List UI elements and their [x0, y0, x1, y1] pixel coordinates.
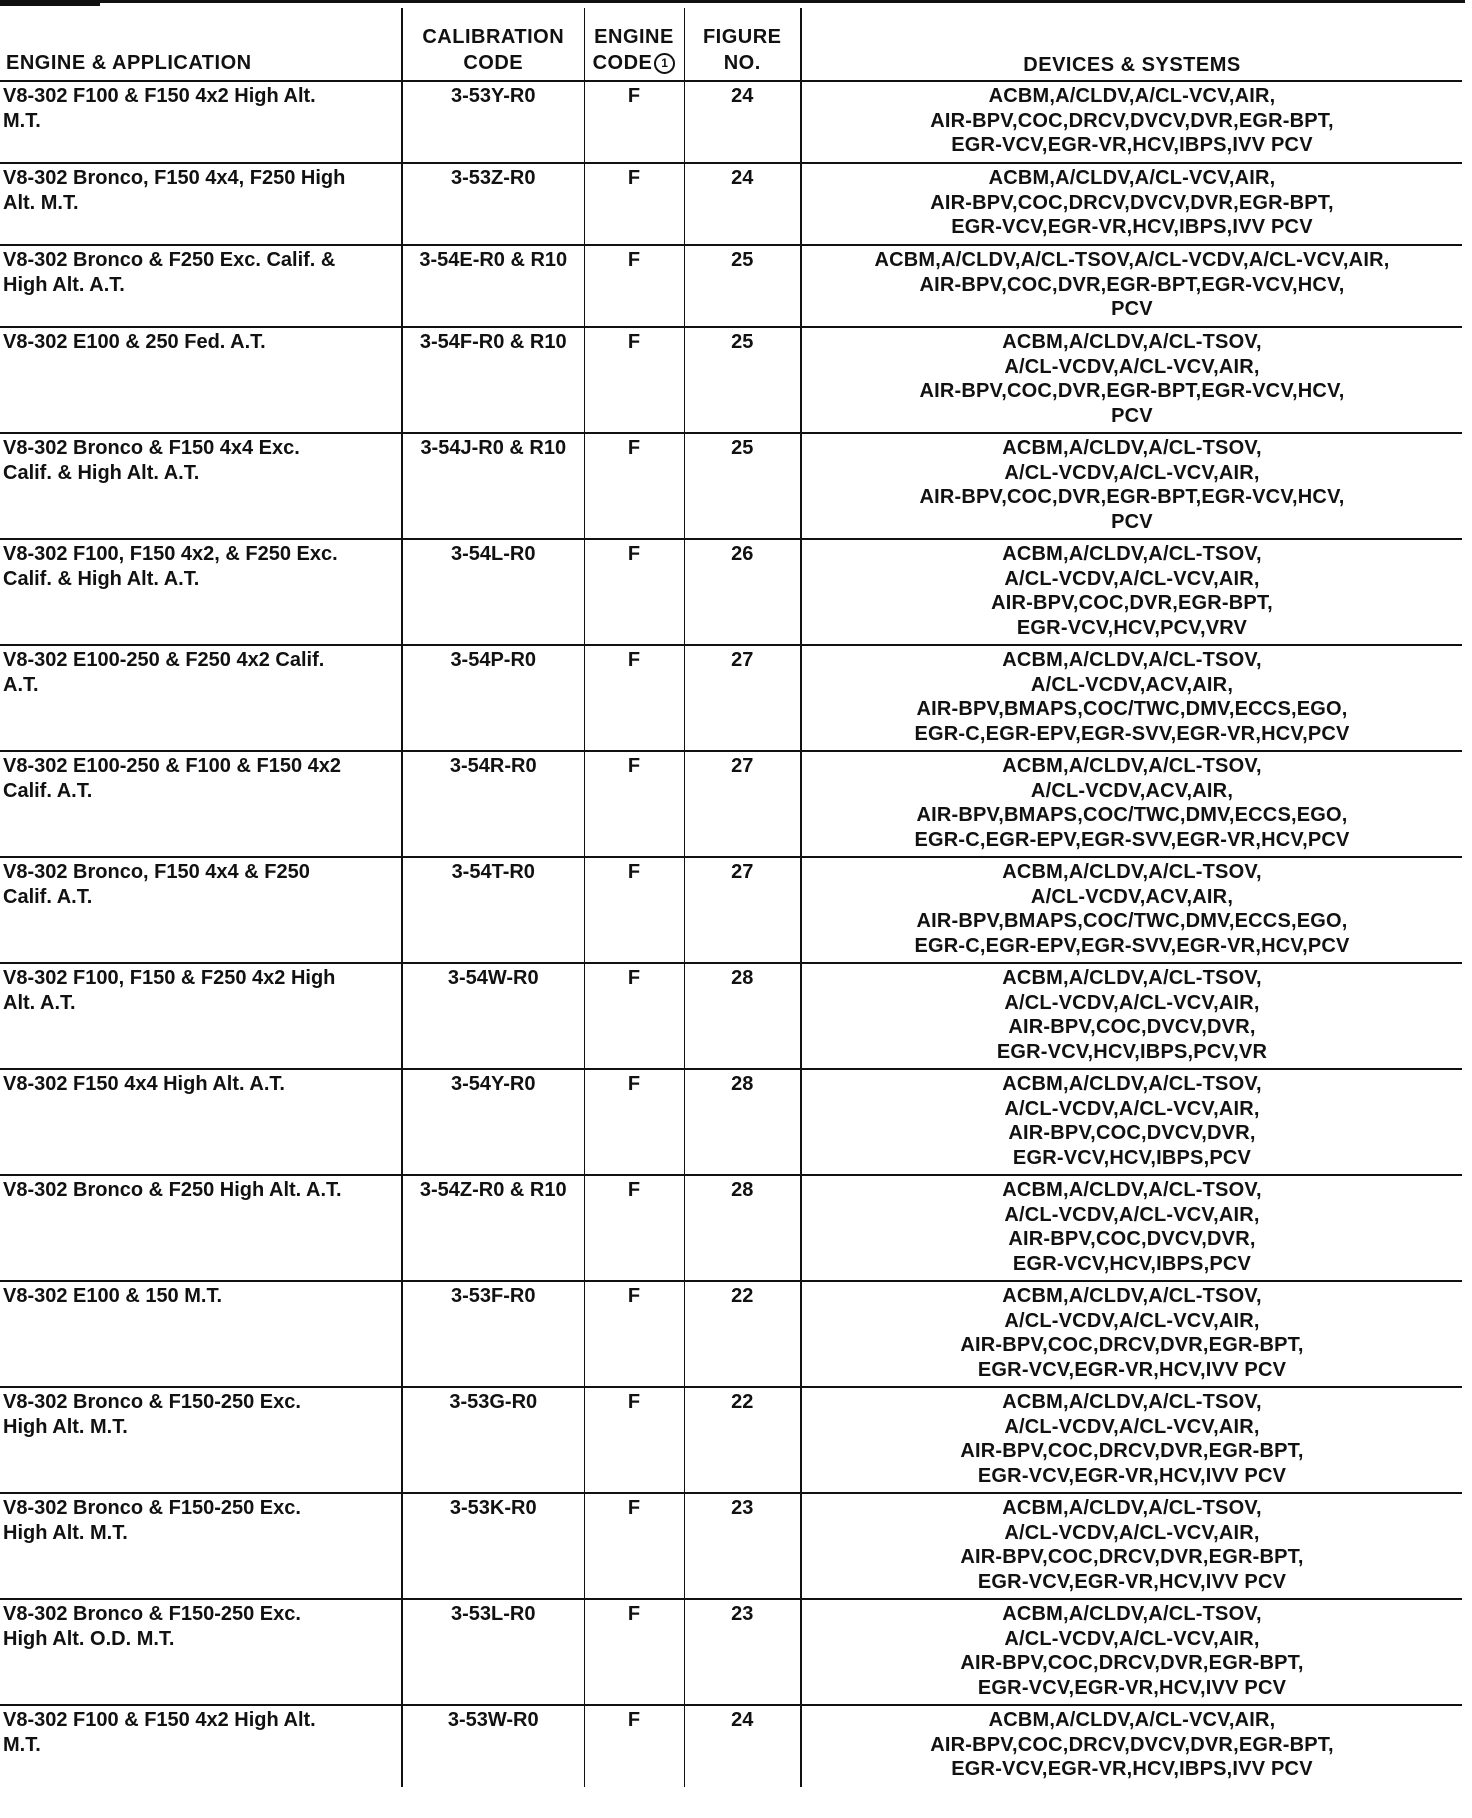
devices-systems-line: A/CL-VCDV,A/CL-VCV,AIR,	[1004, 355, 1260, 378]
table-row	[0, 1493, 1462, 1599]
engine-application-line: Alt. A.T.	[3, 991, 76, 1014]
calibration-code-cell: 3-53F-R0	[402, 1281, 584, 1387]
engine-application-cell	[0, 81, 402, 163]
engine-application-cell	[0, 1175, 402, 1281]
engine-code-cell: F	[584, 751, 684, 857]
devices-systems-cell	[801, 1387, 1462, 1493]
header-figure-line2: NO.	[723, 52, 761, 74]
engine-application-line: V8-302 F150 4x4 High Alt. A.T.	[3, 1073, 285, 1095]
engine-code-cell: F	[584, 857, 684, 963]
header-engine-code	[584, 8, 684, 81]
header-figure-line1: FIGURE	[702, 26, 782, 48]
devices-systems-cell	[801, 751, 1462, 857]
engine-application-cell	[0, 645, 402, 751]
engine-application-line: Calif. A.T.	[3, 779, 93, 802]
devices-systems-cell	[801, 1069, 1462, 1175]
engine-application-line: V8-302 Bronco & F250 Exc. Calif. &	[3, 249, 336, 271]
calibration-code-cell: 3-53W-R0	[402, 1705, 584, 1787]
devices-systems-line: A/CL-VCDV,A/CL-VCV,AIR,	[1004, 1521, 1260, 1544]
devices-systems-line: EGR-VCV,EGR-VR,HCV,IBPS,IVV PCV	[951, 216, 1313, 238]
devices-systems-line: EGR-VCV,HCV,IBPS,PCV	[1012, 1252, 1252, 1275]
table-row	[0, 245, 1462, 327]
devices-systems-line: ACBM,A/CLDV,A/CL-TSOV,A/CL-VCDV,A/CL-VCV,AIR,	[874, 249, 1390, 271]
calibration-code-cell: 3-53K-R0	[402, 1493, 584, 1599]
engine-code-cell: F	[584, 645, 684, 751]
engine-code-cell: F	[584, 1281, 684, 1387]
devices-systems-line: A/CL-VCDV,A/CL-VCV,AIR,	[1004, 991, 1260, 1014]
engine-application-cell	[0, 1387, 402, 1493]
engine-application-line: V8-302 Bronco & F150-250 Exc.	[3, 1391, 301, 1413]
table-row	[0, 81, 1462, 163]
engine-application-line: High Alt. M.T.	[3, 1415, 128, 1438]
devices-systems-cell	[801, 433, 1462, 539]
figure-number-cell: 27	[684, 645, 801, 751]
engine-application-cell	[0, 327, 402, 433]
header-devices-systems: DEVICES & SYSTEMS	[801, 8, 1462, 81]
engine-application-line: V8-302 F100, F150 & F250 4x2 High	[3, 967, 336, 989]
engine-application-cell	[0, 245, 402, 327]
figure-number-cell: 25	[684, 245, 801, 327]
table-row	[0, 327, 1462, 433]
engine-code-cell: F	[584, 1705, 684, 1787]
calibration-code-cell: 3-54Z-R0 & R10	[402, 1175, 584, 1281]
devices-systems-line: AIR-BPV,BMAPS,COC/TWC,DMV,ECCS,EGO,	[916, 698, 1348, 720]
engine-application-line: Calif. & High Alt. A.T.	[3, 461, 200, 484]
devices-systems-line: EGR-VCV,EGR-VR,HCV,IVV PCV	[977, 1570, 1287, 1593]
figure-number-cell: 23	[684, 1493, 801, 1599]
devices-systems-line: ACBM,A/CLDV,A/CL-TSOV,	[1002, 861, 1262, 883]
engine-application-line: V8-302 F100, F150 4x2, & F250 Exc.	[3, 543, 338, 565]
header-engine-application: ENGINE & APPLICATION	[0, 8, 402, 81]
engine-application-cell	[0, 539, 402, 645]
devices-systems-line: PCV	[1111, 298, 1153, 320]
devices-systems-line: EGR-C,EGR-EPV,EGR-SVV,EGR-VR,HCV,PCV	[914, 934, 1350, 957]
engine-application-cell	[0, 1069, 402, 1175]
devices-systems-line: AIR-BPV,COC,DVCV,DVR,	[1008, 1122, 1256, 1144]
calibration-table	[0, 8, 1462, 1787]
engine-code-cell: F	[584, 539, 684, 645]
engine-application-line: V8-302 F100 & F150 4x2 High Alt.	[3, 85, 316, 107]
devices-systems-line: AIR-BPV,BMAPS,COC/TWC,DMV,ECCS,EGO,	[916, 804, 1348, 826]
figure-number-cell: 28	[684, 963, 801, 1069]
devices-systems-line: AIR-BPV,COC,DVCV,DVR,	[1008, 1016, 1256, 1038]
calibration-code-cell: 3-53Z-R0	[402, 163, 584, 245]
table-row	[0, 539, 1462, 645]
table-row	[0, 857, 1462, 963]
engine-application-cell	[0, 857, 402, 963]
figure-number-cell: 27	[684, 857, 801, 963]
devices-systems-line: A/CL-VCDV,A/CL-VCV,AIR,	[1004, 1309, 1260, 1332]
devices-systems-line: EGR-VCV,HCV,IBPS,PCV,VR	[996, 1040, 1268, 1063]
engine-application-line: V8-302 E100-250 & F250 4x2 Calif.	[3, 649, 325, 671]
engine-application-line: V8-302 E100 & 150 M.T.	[3, 1285, 223, 1307]
devices-systems-line: AIR-BPV,COC,DRCV,DVR,EGR-BPT,	[960, 1440, 1304, 1462]
top-rule	[0, 0, 1465, 3]
footnote-marker-icon: 1	[654, 53, 675, 74]
devices-systems-line: A/CL-VCDV,A/CL-VCV,AIR,	[1004, 1203, 1260, 1226]
devices-systems-line: AIR-BPV,COC,DRCV,DVR,EGR-BPT,	[960, 1652, 1304, 1674]
calibration-code-cell: 3-53L-R0	[402, 1599, 584, 1705]
figure-number-cell: 28	[684, 1175, 801, 1281]
top-rule-accent	[0, 0, 100, 6]
devices-systems-line: AIR-BPV,BMAPS,COC/TWC,DMV,ECCS,EGO,	[916, 910, 1348, 932]
devices-systems-cell	[801, 1599, 1462, 1705]
table-row	[0, 751, 1462, 857]
devices-systems-line: ACBM,A/CLDV,A/CL-TSOV,	[1002, 1391, 1262, 1413]
engine-application-cell	[0, 1281, 402, 1387]
engine-application-line: V8-302 Bronco & F150 4x4 Exc.	[3, 437, 300, 459]
figure-number-cell: 24	[684, 81, 801, 163]
header-figure-no	[684, 8, 801, 81]
engine-application-line: V8-302 E100 & 250 Fed. A.T.	[3, 331, 266, 353]
devices-systems-cell	[801, 81, 1462, 163]
calibration-code-cell: 3-54W-R0	[402, 963, 584, 1069]
engine-application-line: M.T.	[3, 1733, 41, 1756]
devices-systems-line: EGR-VCV,EGR-VR,HCV,IVV PCV	[977, 1676, 1287, 1699]
engine-code-cell: F	[584, 163, 684, 245]
table-row	[0, 1705, 1462, 1787]
devices-systems-line: A/CL-VCDV,ACV,AIR,	[1030, 885, 1234, 908]
calibration-code-cell: 3-54L-R0	[402, 539, 584, 645]
calibration-code-cell: 3-54T-R0	[402, 857, 584, 963]
devices-systems-line: PCV	[1111, 404, 1153, 427]
calibration-code-cell: 3-54Y-R0	[402, 1069, 584, 1175]
devices-systems-line: AIR-BPV,COC,DRCV,DVCV,DVR,EGR-BPT,	[930, 109, 1334, 132]
devices-systems-line: ACBM,A/CLDV,A/CL-TSOV,	[1002, 331, 1262, 353]
figure-number-cell: 25	[684, 433, 801, 539]
table-body	[0, 81, 1462, 1787]
engine-application-cell	[0, 751, 402, 857]
devices-systems-line: EGR-VCV,EGR-VR,HCV,IBPS,IVV PCV	[951, 134, 1313, 156]
devices-systems-cell	[801, 1281, 1462, 1387]
engine-application-line: Calif. & High Alt. A.T.	[3, 567, 200, 590]
devices-systems-line: EGR-C,EGR-EPV,EGR-SVV,EGR-VR,HCV,PCV	[914, 722, 1350, 745]
table-row	[0, 1387, 1462, 1493]
engine-application-line: V8-302 Bronco, F150 4x4 & F250	[3, 861, 310, 883]
devices-systems-line: ACBM,A/CLDV,A/CL-TSOV,	[1002, 437, 1262, 459]
engine-application-line: Calif. A.T.	[3, 885, 93, 908]
devices-systems-line: ACBM,A/CLDV,A/CL-TSOV,	[1002, 1285, 1262, 1307]
devices-systems-line: A/CL-VCDV,A/CL-VCV,AIR,	[1004, 1415, 1260, 1438]
engine-application-line: High Alt. O.D. M.T.	[3, 1627, 175, 1650]
devices-systems-line: ACBM,A/CLDV,A/CL-VCV,AIR,	[988, 167, 1276, 189]
devices-systems-line: EGR-VCV,EGR-VR,HCV,IVV PCV	[977, 1358, 1287, 1381]
devices-systems-line: ACBM,A/CLDV,A/CL-TSOV,	[1002, 649, 1262, 671]
devices-systems-line: EGR-C,EGR-EPV,EGR-SVV,EGR-VR,HCV,PCV	[914, 828, 1350, 851]
engine-application-line: High Alt. M.T.	[3, 1521, 128, 1544]
devices-systems-cell	[801, 1705, 1462, 1787]
table-row	[0, 645, 1462, 751]
table-row	[0, 1069, 1462, 1175]
engine-application-line: High Alt. A.T.	[3, 273, 125, 296]
devices-systems-line: ACBM,A/CLDV,A/CL-TSOV,	[1002, 1073, 1262, 1095]
devices-systems-line: EGR-VCV,HCV,PCV,VRV	[1016, 616, 1248, 639]
engine-code-cell: F	[584, 1069, 684, 1175]
engine-code-cell: F	[584, 1493, 684, 1599]
engine-code-cell: F	[584, 327, 684, 433]
figure-number-cell: 25	[684, 327, 801, 433]
calibration-code-cell: 3-53Y-R0	[402, 81, 584, 163]
engine-application-cell	[0, 1493, 402, 1599]
table-row	[0, 163, 1462, 245]
devices-systems-line: PCV	[1111, 510, 1153, 533]
devices-systems-line: A/CL-VCDV,A/CL-VCV,AIR,	[1004, 567, 1260, 590]
figure-number-cell: 28	[684, 1069, 801, 1175]
calibration-code-cell: 3-54P-R0	[402, 645, 584, 751]
figure-number-cell: 26	[684, 539, 801, 645]
engine-code-cell: F	[584, 1599, 684, 1705]
devices-systems-line: EGR-VCV,HCV,IBPS,PCV	[1012, 1146, 1252, 1169]
engine-application-cell	[0, 433, 402, 539]
calibration-code-cell: 3-54E-R0 & R10	[402, 245, 584, 327]
devices-systems-line: AIR-BPV,COC,DVR,EGR-BPT,EGR-VCV,HCV,	[919, 380, 1345, 402]
engine-application-line: V8-302 Bronco & F150-250 Exc.	[3, 1603, 301, 1625]
devices-systems-line: ACBM,A/CLDV,A/CL-TSOV,	[1002, 967, 1262, 989]
devices-systems-line: EGR-VCV,EGR-VR,HCV,IBPS,IVV PCV	[951, 1758, 1313, 1780]
devices-systems-line: ACBM,A/CLDV,A/CL-TSOV,	[1002, 1603, 1262, 1625]
engine-application-cell	[0, 963, 402, 1069]
calibration-code-cell: 3-53G-R0	[402, 1387, 584, 1493]
table-row	[0, 963, 1462, 1069]
devices-systems-cell	[801, 1493, 1462, 1599]
devices-systems-line: AIR-BPV,COC,DVCV,DVR,	[1008, 1228, 1256, 1250]
figure-number-cell: 22	[684, 1281, 801, 1387]
devices-systems-line: ACBM,A/CLDV,A/CL-TSOV,	[1002, 755, 1262, 777]
devices-systems-line: EGR-VCV,EGR-VR,HCV,IVV PCV	[977, 1464, 1287, 1487]
header-calibration-line1: CALIBRATION	[422, 26, 565, 48]
devices-systems-line: A/CL-VCDV,A/CL-VCV,AIR,	[1004, 1097, 1260, 1120]
table-header	[0, 8, 1462, 81]
engine-code-cell: F	[584, 963, 684, 1069]
devices-systems-line: AIR-BPV,COC,DRCV,DVCV,DVR,EGR-BPT,	[930, 191, 1334, 214]
devices-systems-line: A/CL-VCDV,A/CL-VCV,AIR,	[1004, 461, 1260, 484]
header-calibration-code	[402, 8, 584, 81]
header-engine-line1: ENGINE	[594, 26, 674, 48]
engine-application-line: V8-302 Bronco & F150-250 Exc.	[3, 1497, 301, 1519]
engine-application-line: V8-302 Bronco, F150 4x4, F250 High	[3, 167, 346, 189]
devices-systems-cell	[801, 857, 1462, 963]
engine-code-cell: F	[584, 245, 684, 327]
calibration-code-cell: 3-54R-R0	[402, 751, 584, 857]
figure-number-cell: 23	[684, 1599, 801, 1705]
table-row	[0, 1599, 1462, 1705]
devices-systems-line: A/CL-VCDV,ACV,AIR,	[1030, 779, 1234, 802]
devices-systems-line: AIR-BPV,COC,DVR,EGR-BPT,EGR-VCV,HCV,	[919, 486, 1345, 508]
devices-systems-line: A/CL-VCDV,ACV,AIR,	[1030, 673, 1234, 696]
calibration-code-cell: 3-54J-R0 & R10	[402, 433, 584, 539]
engine-application-line: Alt. M.T.	[3, 191, 79, 214]
devices-systems-cell	[801, 645, 1462, 751]
figure-number-cell: 27	[684, 751, 801, 857]
devices-systems-cell	[801, 963, 1462, 1069]
devices-systems-line: AIR-BPV,COC,DVR,EGR-BPT,	[991, 592, 1273, 614]
devices-systems-line: A/CL-VCDV,A/CL-VCV,AIR,	[1004, 1627, 1260, 1650]
engine-application-line: V8-302 Bronco & F250 High Alt. A.T.	[3, 1179, 342, 1201]
devices-systems-line: AIR-BPV,COC,DRCV,DVR,EGR-BPT,	[960, 1334, 1304, 1356]
devices-systems-cell	[801, 163, 1462, 245]
figure-number-cell: 24	[684, 1705, 801, 1787]
calibration-code-cell: 3-54F-R0 & R10	[402, 327, 584, 433]
engine-application-line: A.T.	[3, 673, 39, 696]
devices-systems-line: ACBM,A/CLDV,A/CL-TSOV,	[1002, 1497, 1262, 1519]
header-calibration-line2: CODE	[463, 52, 524, 74]
devices-systems-cell	[801, 327, 1462, 433]
engine-code-cell: F	[584, 1175, 684, 1281]
engine-application-line: M.T.	[3, 109, 41, 132]
devices-systems-line: AIR-BPV,COC,DVR,EGR-BPT,EGR-VCV,HCV,	[919, 273, 1345, 296]
table-row	[0, 1175, 1462, 1281]
engine-application-line: V8-302 F100 & F150 4x2 High Alt.	[3, 1709, 316, 1731]
table-row	[0, 433, 1462, 539]
devices-systems-line: ACBM,A/CLDV,A/CL-TSOV,	[1002, 1179, 1262, 1201]
devices-systems-line: AIR-BPV,COC,DRCV,DVR,EGR-BPT,	[960, 1546, 1304, 1568]
devices-systems-line: ACBM,A/CLDV,A/CL-TSOV,	[1002, 543, 1262, 565]
devices-systems-cell	[801, 245, 1462, 327]
engine-application-cell	[0, 163, 402, 245]
engine-application-cell	[0, 1705, 402, 1787]
devices-systems-cell	[801, 1175, 1462, 1281]
engine-application-cell	[0, 1599, 402, 1705]
devices-systems-line: ACBM,A/CLDV,A/CL-VCV,AIR,	[988, 1709, 1276, 1731]
engine-code-cell: F	[584, 1387, 684, 1493]
engine-application-line: V8-302 E100-250 & F100 & F150 4x2	[3, 755, 341, 777]
table-row	[0, 1281, 1462, 1387]
engine-code-cell: F	[584, 81, 684, 163]
devices-systems-line: AIR-BPV,COC,DRCV,DVCV,DVR,EGR-BPT,	[930, 1733, 1334, 1756]
engine-code-cell: F	[584, 433, 684, 539]
devices-systems-cell	[801, 539, 1462, 645]
figure-number-cell: 22	[684, 1387, 801, 1493]
figure-number-cell: 24	[684, 163, 801, 245]
devices-systems-line: ACBM,A/CLDV,A/CL-VCV,AIR,	[988, 85, 1276, 107]
header-engine-line2: CODE	[592, 52, 653, 74]
